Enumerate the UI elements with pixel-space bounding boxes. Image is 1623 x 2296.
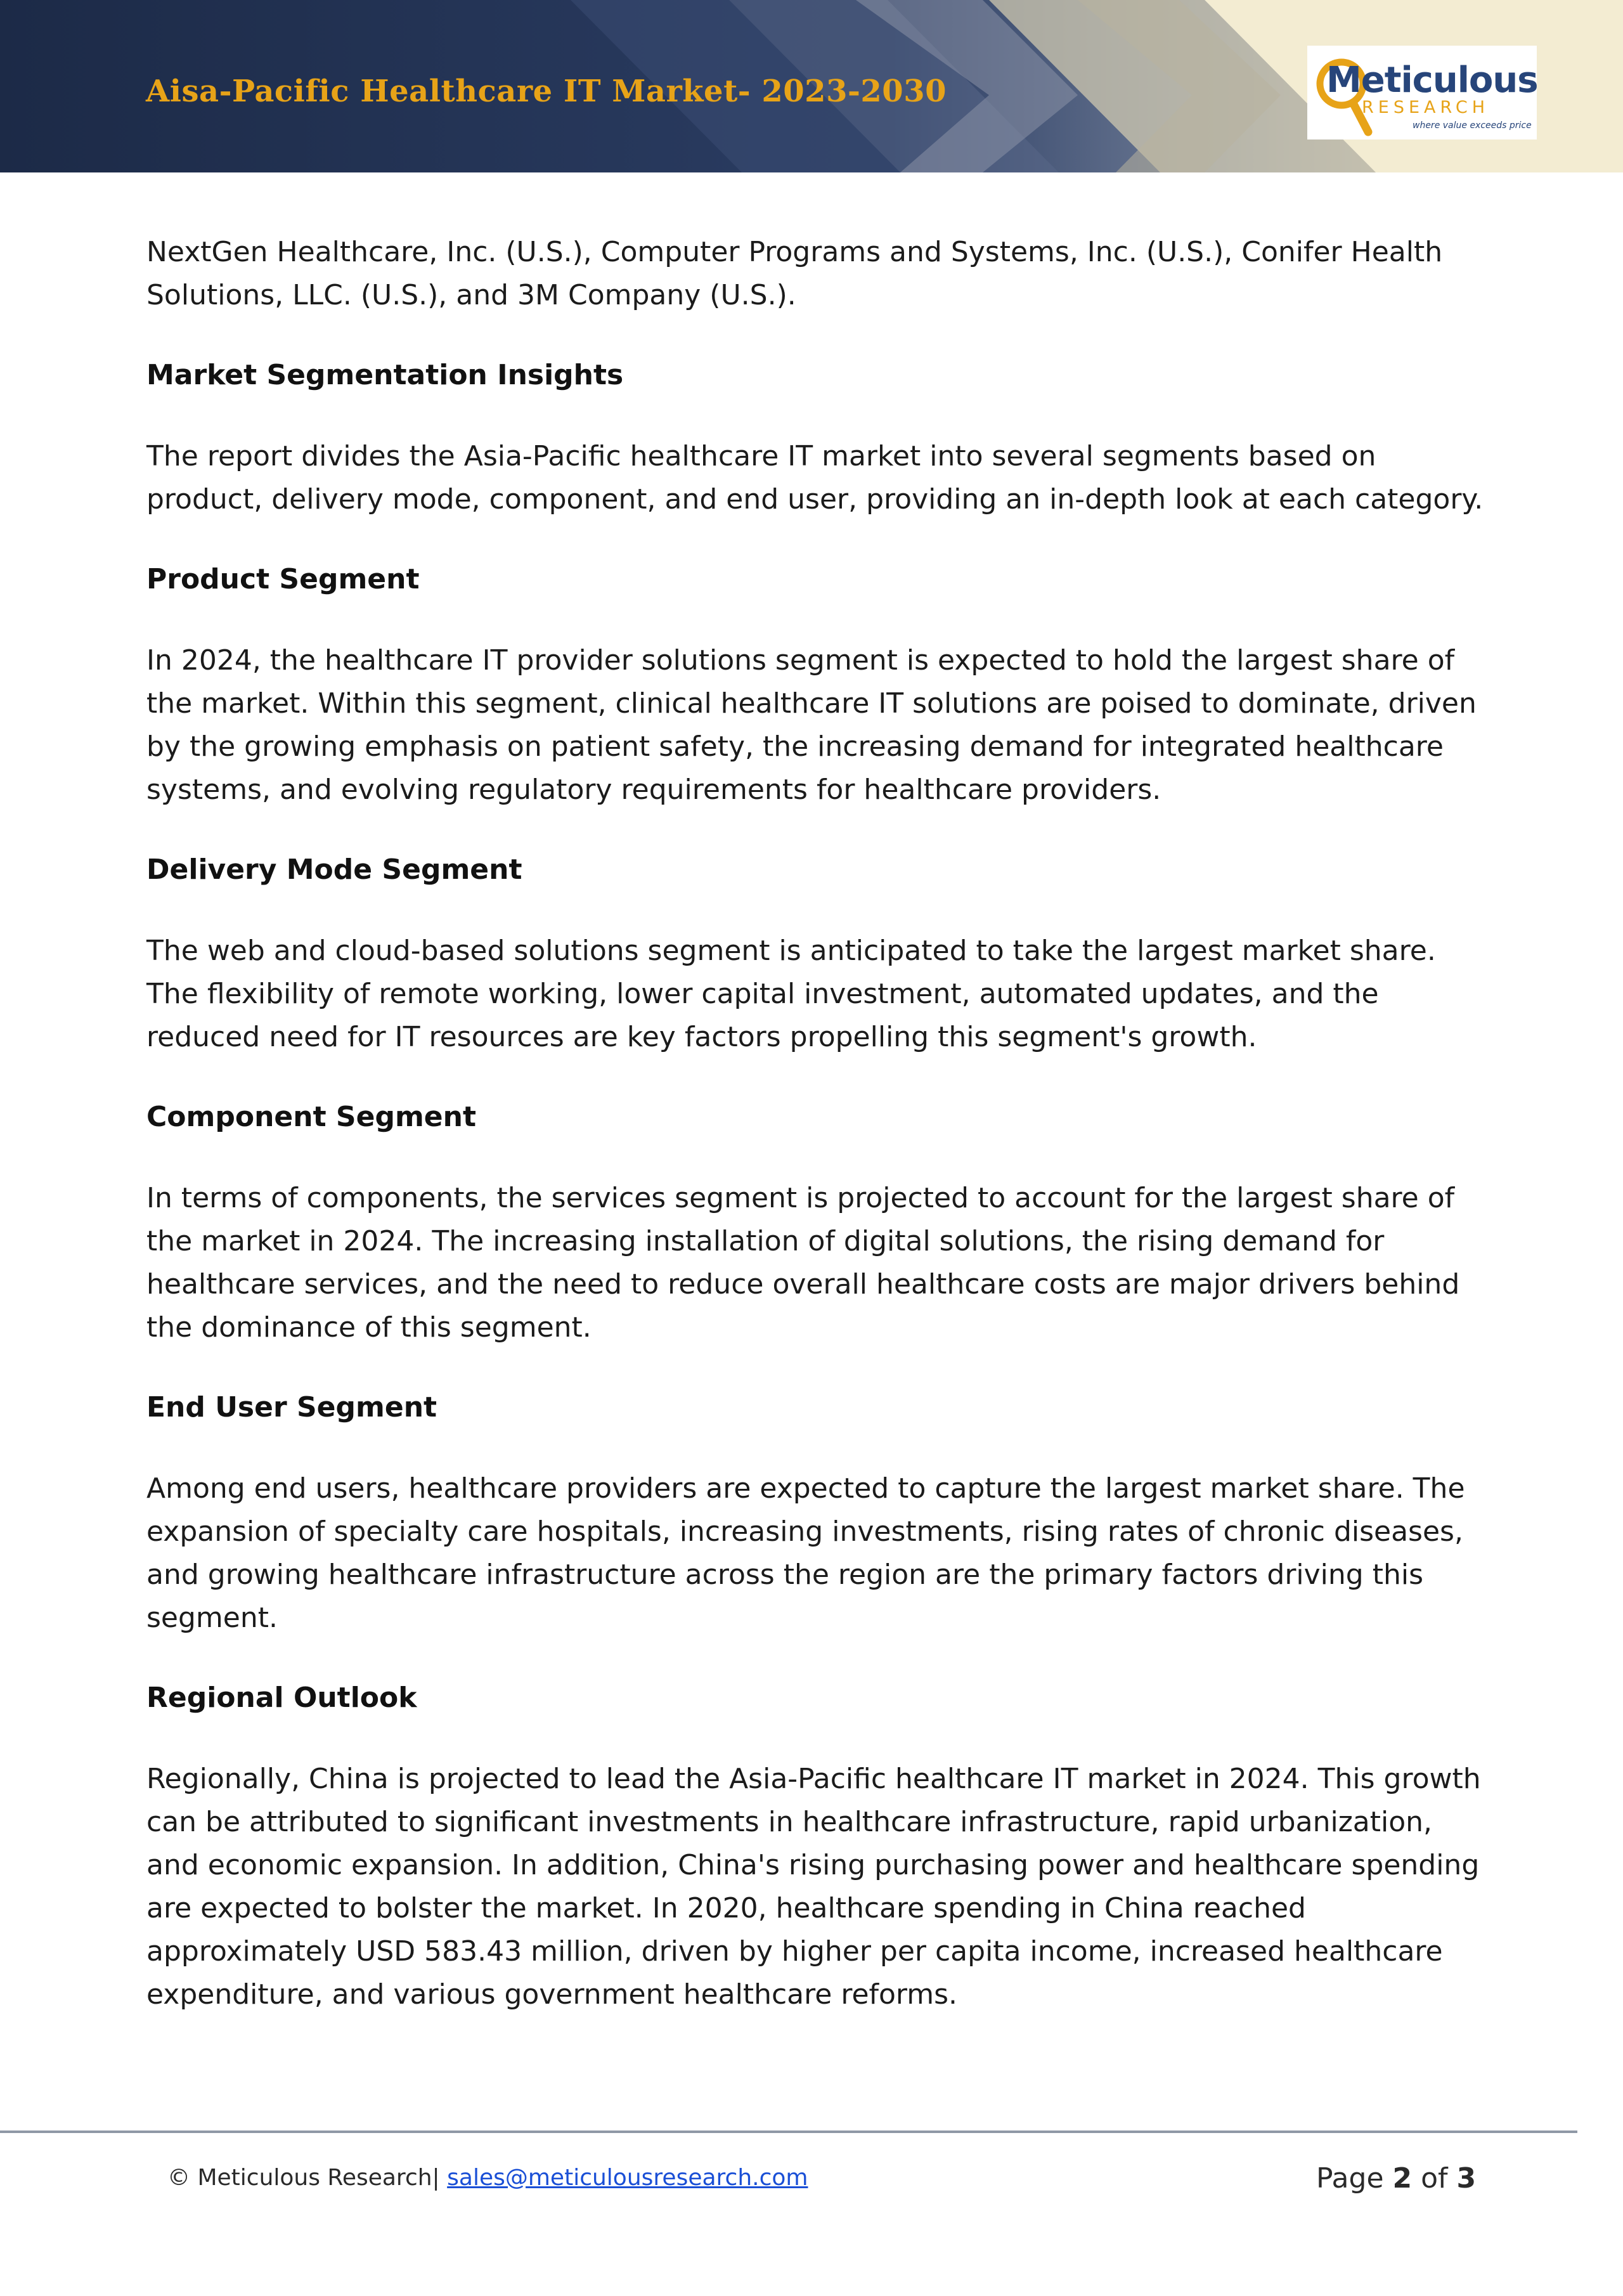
footer-email-link[interactable]: sales@meticulousresearch.com — [447, 2165, 808, 2191]
section-text-end-user: Among end users, healthcare providers are expected to capture the largest market share. The expansion of specialty care hospitals, increasing investments, rising rates of chronic diseases, and growing healthcare infrastructure across the region are the primary factors driving this segment. — [146, 1472, 1465, 1634]
document-body — [146, 231, 1490, 2016]
section-text-product: In 2024, the healthcare IT provider solutions segment is expected to hold the largest share of the market. Within this segment, clinical healthcare IT solutions are poised to dominate, driven by the growing emphasis on patient safety, the increasing demand for integrated healthcare systems, and evolving regulatory requirements for healthcare providers. — [146, 644, 1477, 806]
page-total: 3 — [1456, 2162, 1477, 2195]
section-text-regional: Regionally, China is projected to lead the Asia-Pacific healthcare IT market in 2024. This growth can be attributed to significant investments in healthcare infrastructure, rapid urbanization, and economic expansion. In addition, China's rising purchasing power and healthcare spending are expected to bolster the market. In 2020, healthcare spending in China reached approximately USD 583.43 million, driven by higher per capita income, increased healthcare expenditure, and various government healthcare reforms. — [146, 1763, 1481, 2011]
page-number — [1316, 2162, 1476, 2195]
page-of: of — [1412, 2162, 1457, 2195]
logo-name: Meticulous — [1326, 60, 1538, 101]
header-banner — [0, 0, 1623, 172]
section-heading-delivery-mode: Delivery Mode Segment — [146, 853, 522, 886]
section-heading-component: Component Segment — [146, 1101, 477, 1133]
page-prefix: Page — [1316, 2162, 1393, 2195]
section-heading-product: Product Segment — [146, 563, 420, 595]
section-text-delivery-mode: The web and cloud-based solutions segment is anticipated to take the largest market share. The flexibility of remote working, lower capital investment, automated updates, and the reduced need for IT resources are key factors propelling this segment's growth. — [146, 935, 1436, 1053]
company-logo — [1307, 46, 1537, 139]
section-heading-end-user: End User Segment — [146, 1391, 437, 1424]
section-text-component: In terms of components, the services segment is projected to account for the largest share of the market in 2024. The increasing installation of digital solutions, the rising demand for healthcare services, and the need to reduce overall healthcare costs are major drivers behind the dominance of this segment. — [146, 1182, 1460, 1344]
section-heading-regional: Regional Outlook — [146, 1682, 417, 1714]
footer-copyright-line — [167, 2165, 808, 2191]
intro-paragraph: NextGen Healthcare, Inc. (U.S.), Computer Programs and Systems, Inc. (U.S.), Conifer Health Solutions, LLC. (U.S.), and 3M Company (U.S.). — [146, 236, 1443, 311]
footer-divider — [0, 2131, 1577, 2133]
logo-tagline: where value exceeds price — [1413, 120, 1532, 131]
section-text-segmentation: The report divides the Asia-Pacific healthcare IT market into several segments based on product, delivery mode, component, and end user, providing an in-depth look at each category. — [146, 440, 1484, 516]
document-title: Aisa-Pacific Healthcare IT Market- 2023-2030 — [146, 74, 947, 109]
section-heading-segmentation: Market Segmentation Insights — [146, 359, 624, 391]
logo-subtitle: RESEARCH — [1362, 98, 1490, 117]
footer-copyright: © Meticulous Research| — [167, 2165, 440, 2191]
page-current: 2 — [1392, 2162, 1413, 2195]
